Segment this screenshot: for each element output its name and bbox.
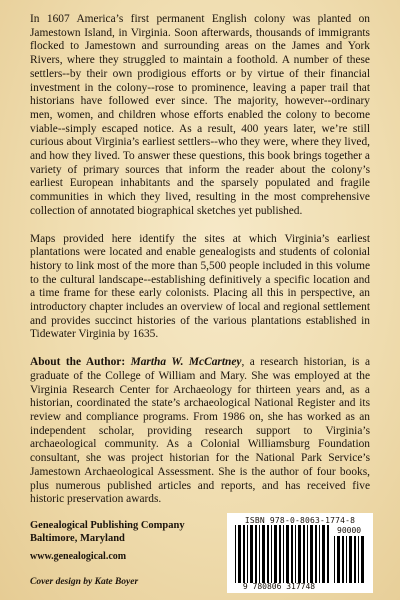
ean-barcode-bars — [235, 525, 331, 583]
publisher-location: Baltimore, Maryland — [30, 532, 125, 544]
publisher-name: Genealogical Publishing Company — [30, 520, 185, 531]
price-code: 90000 — [337, 526, 362, 535]
blurb-column — [30, 13, 370, 507]
author-heading: About the Author: — [30, 356, 126, 369]
cover-design-credit: Cover design by Kate Boyer — [30, 577, 139, 587]
description-paragraph-2: Maps provided here identify the sites at which Virginia’s earliest plantations were located and enable genealogists and students of colonial history to link most of the more than 5,500 people included in this volume to the cultural landscape--establishing definitively a specific location and a time frame for these early colonists. Placing all this in perspective, an introductory chapter includes an overview of local and regional settlement and provides succinct histories of the various plantations established in Tidewater Virginia by 1635. — [30, 232, 370, 341]
addon-barcode-bars — [334, 536, 368, 583]
publisher-website: www.genealogical.com — [30, 551, 127, 562]
isbn-label: ISBN 978-0-8063-1774-8 — [244, 516, 356, 525]
description-paragraph-1: In 1607 America’s first permanent English colony was planted on Jamestown Island, in Virginia. Soon afterwards, thousands of immigrants flocked to Jamestown and surrounding areas on the James and York Rivers, where they struggled to maintain a foothold. A number of these settlers--by their own prodigious efforts or by virtue of their financial investment in the colony--rose to prominence, leaving a paper trail that historians have followed ever since. The majority, however--ordinary men, women, and children whose efforts enabled the colony to become viable--simply escaped notice. As a result, 400 years later, we’re still curious about Virginia’s earliest settlers--who they were, where they lived, and how they lived. To answer these questions, this book brings together a variety of primary sources that inform the reader about the colony’s earliest European inhabitants and the sparsely populated and fragile communities in which they lived, resulting in the most comprehensive collection of annotated biographical sketches yet published. — [30, 13, 370, 217]
publisher-block — [30, 520, 185, 545]
isbn-barcode — [227, 513, 373, 593]
author-bio: , a research historian, is a graduate of the College of William and Mary. She was employed at the Virginia Research Center for Archaeology for thirteen years and, as a historian, coordinated the state’s archaeological National Register and its review and compliance programs. From 1986 on, she has worked as an independent scholar, providing research support to Virginia’s archaeological community. As a Colonial Williamsburg Foundation consultant, she was project historian for the National Park Service’s Jamestown Archaeological Assessment. She is the author of four books, plus numerous published articles and reports, and has received five historic preservation awards. — [30, 356, 371, 506]
barcode-digits: 9 780806 317748 — [242, 582, 316, 591]
author-paragraph — [30, 356, 370, 507]
author-name: Martha W. McCartney — [130, 356, 242, 369]
